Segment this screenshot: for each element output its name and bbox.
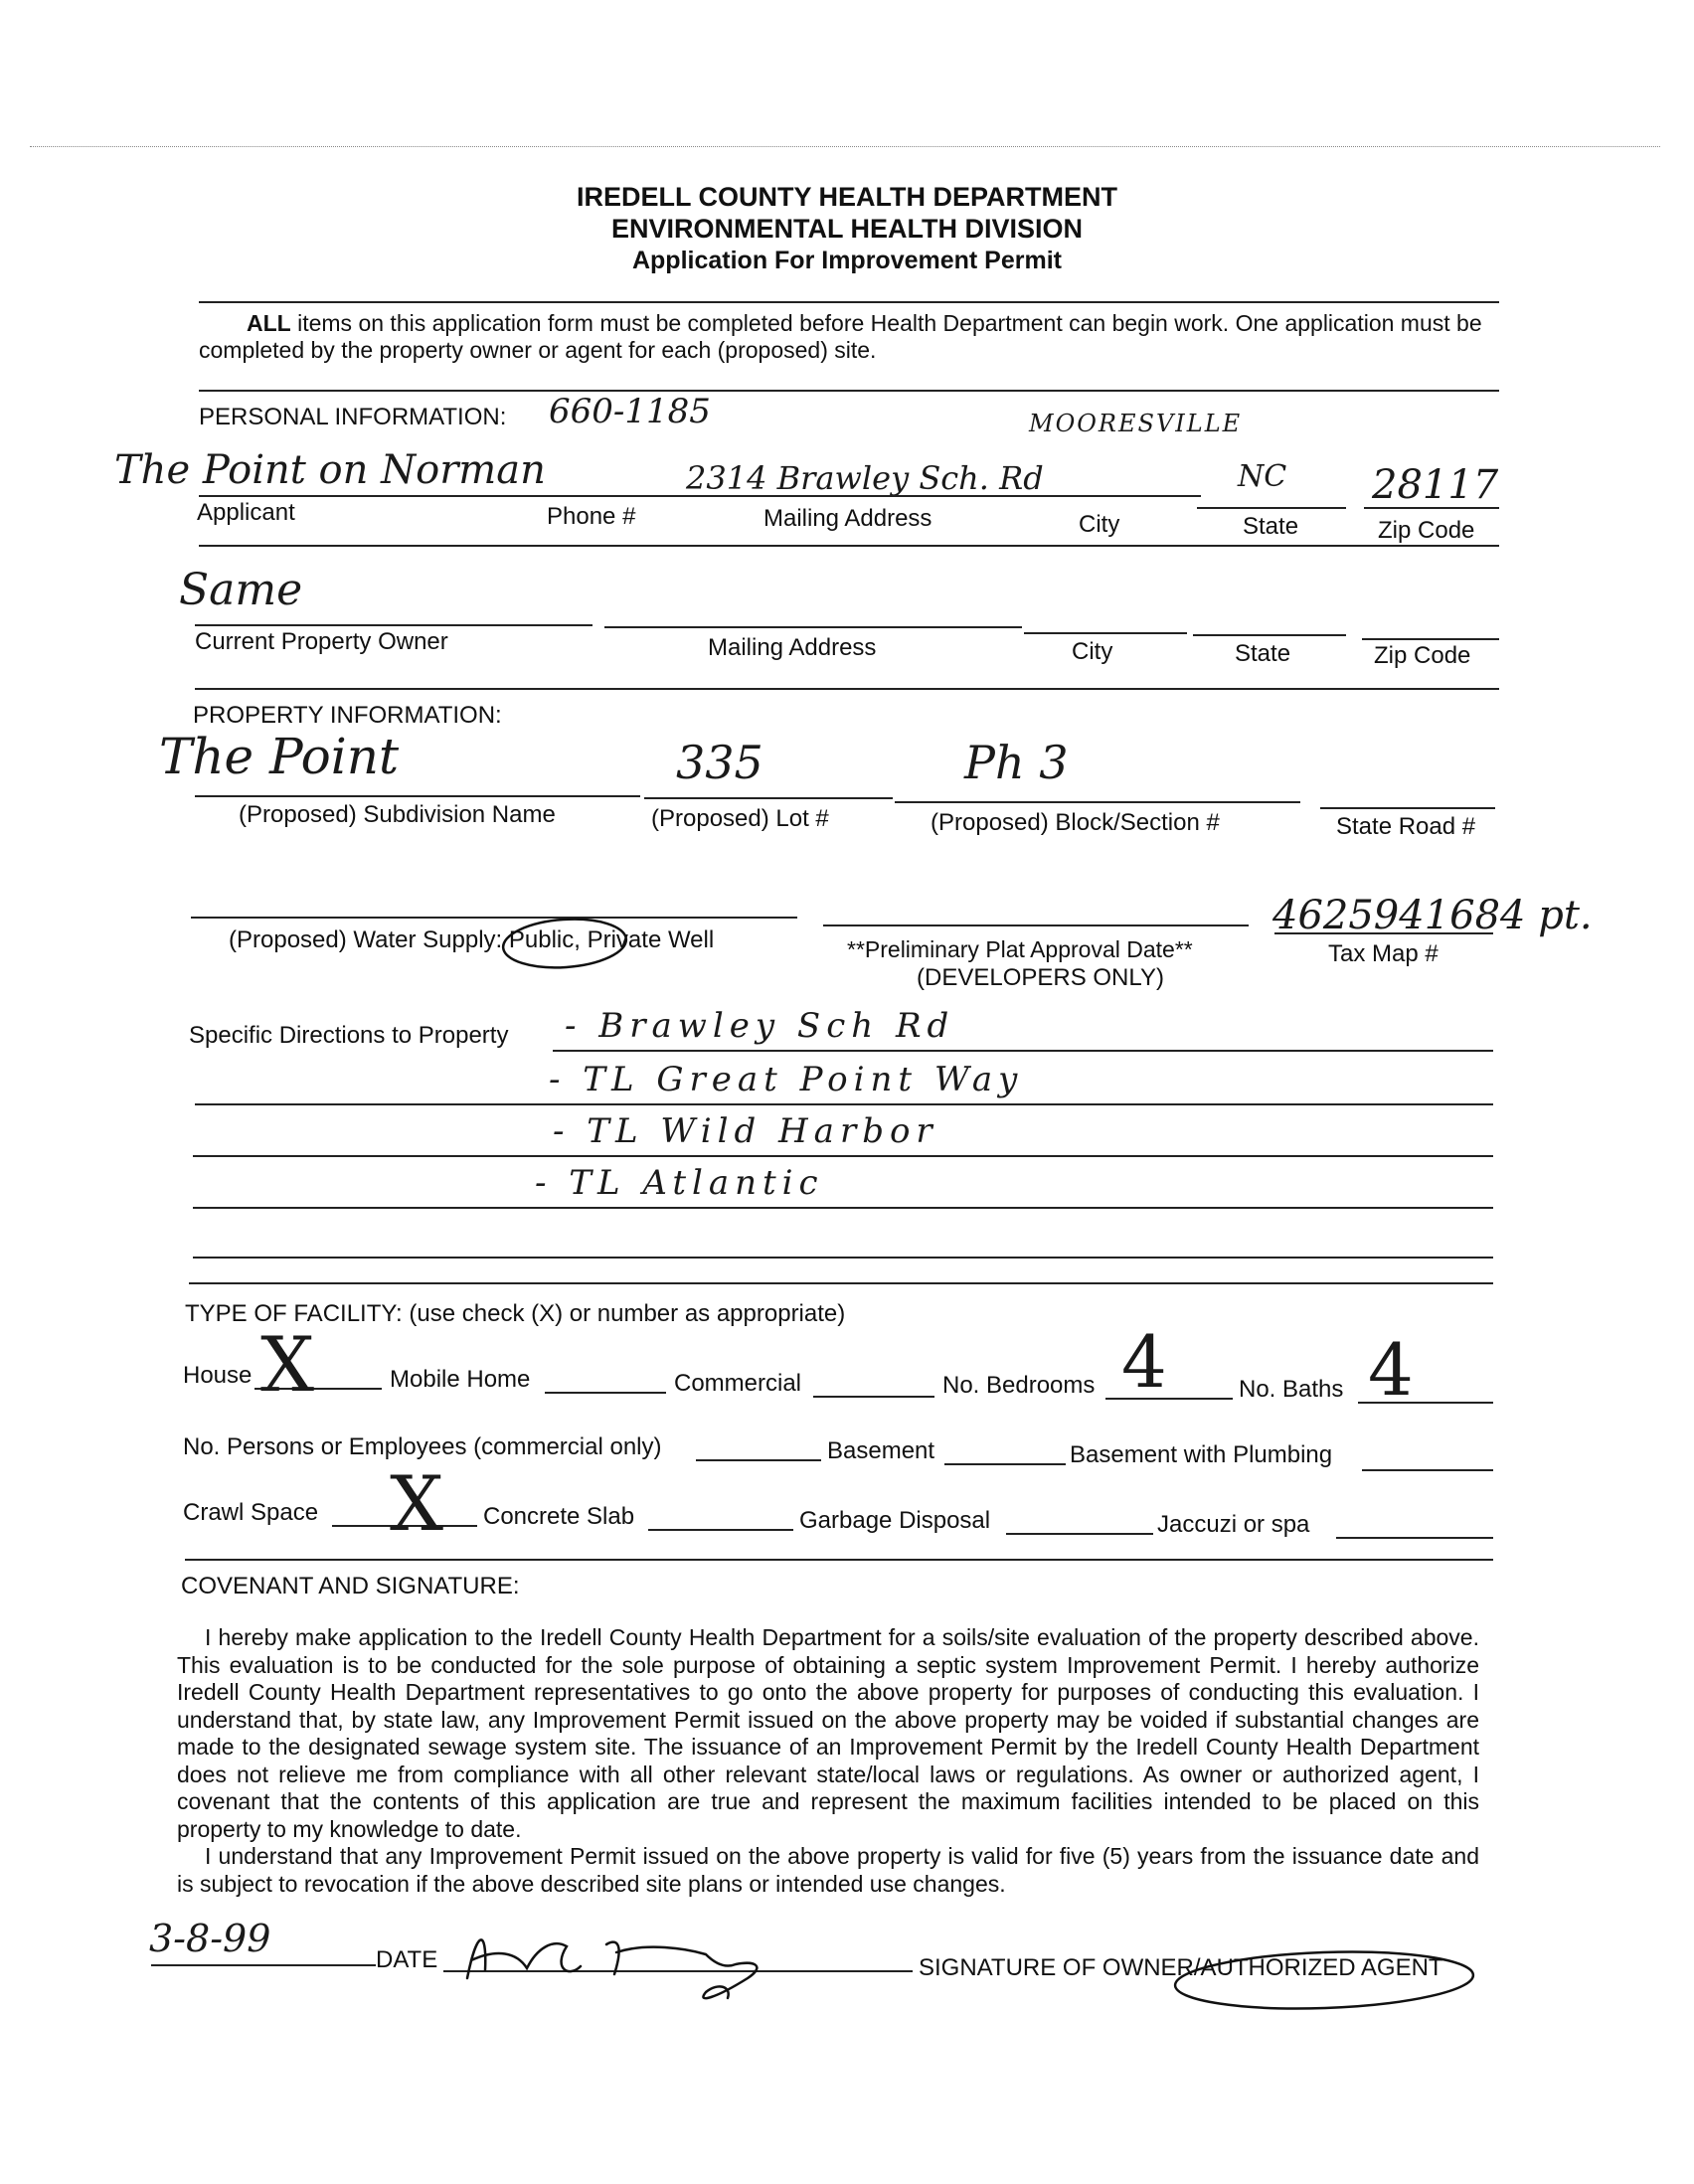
covenant-text bbox=[177, 1624, 1479, 1898]
date-label: DATE bbox=[376, 1946, 438, 1973]
division-title: ENVIRONMENTAL HEALTH DIVISION bbox=[610, 214, 1084, 244]
intro-text bbox=[199, 310, 1499, 364]
city-handwriting: MOORESVILLE bbox=[1029, 410, 1243, 437]
lot-handwriting: 335 bbox=[676, 736, 763, 789]
commercial-label: Commercial bbox=[674, 1370, 802, 1397]
form-title: Application For Improvement Permit bbox=[631, 247, 1062, 274]
directions-line-4 bbox=[193, 1207, 1493, 1209]
mailing-label: Mailing Address bbox=[763, 505, 932, 532]
mobile-line bbox=[545, 1392, 666, 1394]
state-handwriting: NC bbox=[1238, 459, 1287, 494]
basement-plumbing-label: Basement with Plumbing bbox=[1070, 1441, 1333, 1468]
covenant-paragraph-2: I understand that any Improvement Permit issued on the above property is valid for five (5) years from the issuance date and is subject to revocation if the above described site plans or intended use changes. bbox=[177, 1843, 1479, 1897]
owner-zip-label: Zip Code bbox=[1374, 642, 1471, 669]
directions-line-6 bbox=[189, 1282, 1493, 1284]
property-heading: PROPERTY INFORMATION: bbox=[193, 702, 502, 729]
owner-handwriting: Same bbox=[179, 565, 303, 615]
crawl-label: Crawl Space bbox=[183, 1499, 319, 1526]
zip-line bbox=[1364, 507, 1499, 509]
basement-plumbing-line bbox=[1362, 1469, 1493, 1471]
date-handwriting: 3-8-99 bbox=[149, 1917, 271, 1960]
signature-scribble bbox=[457, 1909, 815, 2018]
block-handwriting: Ph 3 bbox=[964, 736, 1069, 789]
direction-2: - TL Great Point Way bbox=[549, 1060, 1024, 1099]
block-label: (Proposed) Block/Section # bbox=[931, 809, 1220, 836]
mobile-label: Mobile Home bbox=[390, 1366, 531, 1393]
water-label: (Proposed) Water Supply: Public, Private Well bbox=[229, 926, 715, 953]
lot-label: (Proposed) Lot # bbox=[651, 805, 829, 832]
intro-divider bbox=[199, 390, 1499, 392]
direction-3: - TL Wild Harbor bbox=[553, 1111, 938, 1151]
personal-divider bbox=[199, 545, 1499, 547]
plat-label: **Preliminary Plat Approval Date** bbox=[847, 936, 1193, 962]
owner-mailing-label: Mailing Address bbox=[708, 634, 877, 661]
owner-line bbox=[195, 624, 593, 626]
authorized-agent-circle-mark bbox=[1165, 1936, 1493, 2026]
date-line bbox=[151, 1964, 376, 1966]
directions-line-3 bbox=[193, 1155, 1493, 1157]
garbage-line bbox=[1006, 1533, 1153, 1535]
owner-state-line bbox=[1193, 634, 1346, 636]
public-circle-mark bbox=[487, 913, 646, 978]
subdivision-label: (Proposed) Subdivision Name bbox=[239, 801, 556, 828]
jacuzzi-line bbox=[1336, 1537, 1493, 1539]
garbage-label: Garbage Disposal bbox=[799, 1507, 991, 1534]
phone-handwriting: 660-1185 bbox=[549, 392, 711, 431]
covenant-paragraph-1: I hereby make application to the Iredell County Health Department for a soils/site evaluation of the property described above. This evaluation is to be conducted for the sole purpose of obtaining a septic system Improvement Permit. I hereby authorize Iredell County Health Department representatives to go onto the above property for purposes of conducting this evaluation. I understand that, by state law, any Improvement Permit issued on the above property may be voided if substantial changes are made to the designated sewage system site. The issuance of an Improvement Permit by the Iredell County Health Department does not relieve me from compliance with all other relevant state/local laws or regulations. As owner or authorized agent, I covenant that the contents of this application are true and represent the maximum facilities intended to be placed on this property to my knowledge to date. bbox=[177, 1624, 1479, 1842]
phone-label: Phone # bbox=[547, 503, 636, 530]
developers-label: (DEVELOPERS ONLY) bbox=[917, 964, 1164, 991]
road-label: State Road # bbox=[1336, 813, 1476, 840]
owner-city-label: City bbox=[1072, 638, 1113, 665]
baths-label: No. Baths bbox=[1239, 1376, 1344, 1403]
plat-line bbox=[823, 924, 1249, 926]
commercial-line bbox=[813, 1396, 934, 1398]
directions-label: Specific Directions to Property bbox=[189, 1022, 509, 1049]
slab-label: Concrete Slab bbox=[483, 1503, 635, 1530]
state-line bbox=[1197, 507, 1346, 509]
zip-label: Zip Code bbox=[1378, 517, 1475, 544]
subdivision-line bbox=[195, 795, 640, 797]
subdivision-handwriting: The Point bbox=[159, 728, 400, 785]
owner-state-label: State bbox=[1235, 640, 1291, 667]
house-check-mark: X bbox=[260, 1320, 315, 1409]
intro-rest: items on this application form must be completed before Health Department can begin work. One application must be completed by the property owner or agent for each (proposed) site. bbox=[199, 310, 1482, 363]
personal-heading: PERSONAL INFORMATION: bbox=[199, 404, 507, 430]
persons-label: No. Persons or Employees (commercial only) bbox=[183, 1433, 662, 1460]
direction-1: - Brawley Sch Rd bbox=[565, 1006, 955, 1046]
crawl-check-mark: X bbox=[390, 1459, 444, 1548]
applicant-label: Applicant bbox=[197, 499, 295, 526]
road-line bbox=[1320, 807, 1495, 809]
directions-line-5 bbox=[193, 1257, 1493, 1259]
city-label: City bbox=[1079, 511, 1120, 538]
zip-handwriting: 28117 bbox=[1372, 462, 1499, 508]
owner-label: Current Property Owner bbox=[195, 628, 448, 655]
persons-line bbox=[696, 1459, 821, 1461]
baths-handwriting: 4 bbox=[1368, 1328, 1414, 1412]
department-title: IREDELL COUNTY HEALTH DEPARTMENT bbox=[576, 182, 1117, 212]
direction-4: - TL Atlantic bbox=[535, 1163, 824, 1203]
taxmap-line bbox=[1274, 932, 1493, 934]
directions-line-2 bbox=[195, 1103, 1493, 1105]
header-divider bbox=[199, 301, 1499, 303]
state-label: State bbox=[1243, 513, 1299, 540]
slab-line bbox=[648, 1529, 793, 1531]
signature-label: SIGNATURE OF OWNER/AUTHORIZED AGENT bbox=[919, 1954, 1443, 1981]
owner-city-line bbox=[1024, 632, 1187, 634]
lot-line bbox=[644, 797, 893, 799]
applicant-handwriting: The Point on Norman bbox=[114, 447, 546, 493]
address-handwriting: 2314 Brawley Sch. Rd bbox=[686, 459, 1044, 497]
taxmap-handwriting: 4625941684 pt. bbox=[1272, 893, 1593, 938]
owner-zip-line bbox=[1362, 638, 1499, 640]
taxmap-label: Tax Map # bbox=[1328, 940, 1439, 967]
facility-divider bbox=[185, 1559, 1493, 1561]
owner-divider bbox=[195, 688, 1499, 690]
house-label: House bbox=[183, 1362, 253, 1389]
basement-label: Basement bbox=[827, 1437, 935, 1464]
applicant-line bbox=[199, 495, 1201, 497]
owner-mail-line bbox=[604, 626, 1022, 628]
covenant-heading: COVENANT AND SIGNATURE: bbox=[181, 1573, 520, 1599]
jacuzzi-label: Jaccuzi or spa bbox=[1157, 1511, 1310, 1538]
intro-bold: ALL bbox=[247, 310, 291, 336]
scan-edge bbox=[30, 146, 1660, 147]
bedrooms-label: No. Bedrooms bbox=[942, 1372, 1096, 1399]
facility-heading: TYPE OF FACILITY: (use check (X) or number as appropriate) bbox=[185, 1300, 846, 1327]
block-line bbox=[895, 801, 1300, 803]
directions-line-1 bbox=[553, 1050, 1493, 1052]
basement-line bbox=[944, 1463, 1066, 1465]
bedrooms-handwriting: 4 bbox=[1121, 1320, 1167, 1404]
